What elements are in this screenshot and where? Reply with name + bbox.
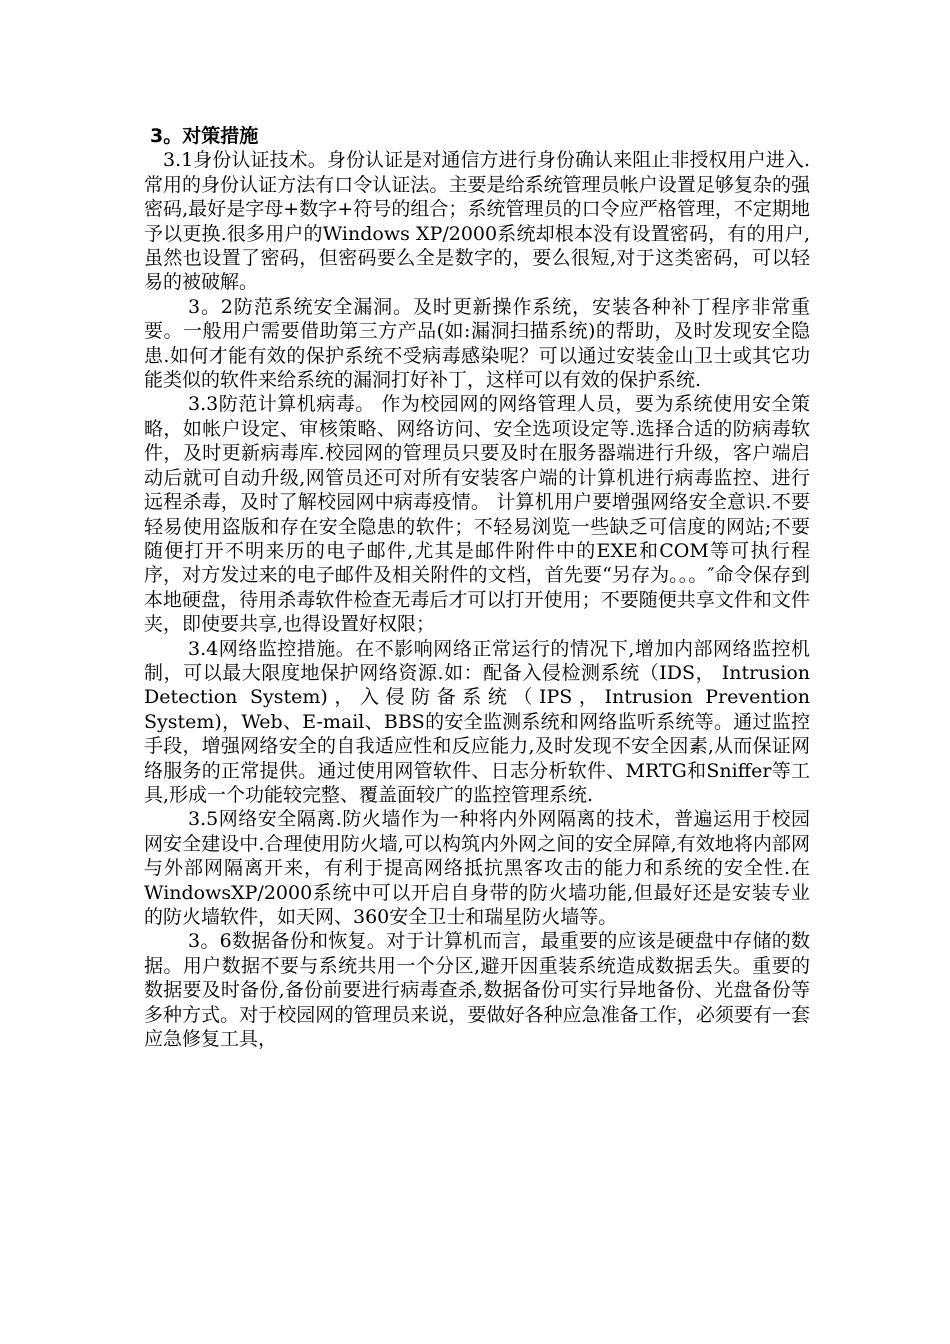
paragraph-3-5: 3.5网络安全隔离.防火墙作为一种将内外网隔离的技术，普遍运用于校园网安全建设中.合理使用防火墙,可以构筑内外网之间的安全屏障,有效地将内部网与外部网隔离开来，有利于提高网络抵抗黑客攻击的能力和系统的安全性.在WindowsXP/2000系统中可以开启自身带的防火墙功能,但最好还是安装专业的防火墙软件，如天网、360安全卫士和瑞星防火墙等。 [144, 808, 810, 928]
document-page [144, 124, 810, 1051]
paragraph-3-3: 3.3防范计算机病毒。 作为校园网的网络管理人员，要为系统使用安全策略，如帐户设定、审核策略、网络访问、安全选项设定等.选择合适的防病毒软件，及时更新病毒库.校园网的管理员只要及时在服务器端进行升级，客户端启动后就可自动升级,网管员还可对所有安装客户端的计算机进行病毒监控、进行远程杀毒，及时了解校园网中病毒疫情。 计算机用户要增强网络安全意识.不要轻易使用盗版和存在安全隐患的软件；不轻易浏览一些缺乏可信度的网站;不要随便打开不明来历的电子邮件,尤其是邮件附件中的EXE和COM等可执行程序，对方发过来的电子邮件及相关附件的文档，首先要“另存为。。。″命令保存到本地硬盘，待用杀毒软件检查无毒后才可以打开使用；不要随便共享文件和文件夹，即使要共享,也得设置好权限； [144, 393, 810, 636]
paragraph-3-4: 3.4网络监控措施。在不影响网络正常运行的情况下,增加内部网络监控机制，可以最大限度地保护网络资源.如：配备入侵检测系统（IDS， Intrusion Detection System)，入侵防备系统（IPS，Intrusion Prevention System)，Web、E-mail、BBS的安全监测系统和网络监听系统等。通过监控手段，增强网络安全的自我适应性和反应能力,及时发现不安全因素,从而保证网络服务的正常提供。通过使用网管软件、日志分析软件、MRTG和Sniffer等工具,形成一个功能较完整、覆盖面较广的监控管理系统. [144, 637, 810, 806]
paragraph-3-6: 3。6数据备份和恢复。对于计算机而言，最重要的应该是硬盘中存储的数据。用户数据不要与系统共用一个分区,避开因重装系统造成数据丢失。重要的数据要及时备份,备份前要进行病毒查杀,数据备份可实行异地备份、光盘备份等多种方式。对于校园网的管理员来说，要做好各种应急准备工作，必须要有一套应急修复工具， [144, 930, 810, 1051]
paragraph-3-1: 3.1身份认证技术。身份认证是对通信方进行身份确认来阻止非授权用户进入.常用的身份认证方法有口令认证法。主要是给系统管理员帐户设置足够复杂的强密码,最好是字母+数字+符号的组合；系统管理员的口令应严格管理，不定期地予以更换.很多用户的Windows XP/2000系统却根本没有设置密码，有的用户,虽然也设置了密码，但密码要么全是数字的，要么很短,对于这类密码，可以轻易的被破解。 [144, 149, 810, 294]
paragraph-3-2: 3。2防范系统安全漏洞。及时更新操作系统，安装各种补丁程序非常重要。一般用户需要借助第三方产品(如:漏洞扫描系统)的帮助，及时发现安全隐患.如何才能有效的保护系统不受病毒感染呢？可以通过安装金山卫士或其它功能类似的软件来给系统的漏洞打好补丁，这样可以有效的保护系统. [144, 295, 810, 392]
section-heading: 3。对策措施 [150, 125, 259, 147]
